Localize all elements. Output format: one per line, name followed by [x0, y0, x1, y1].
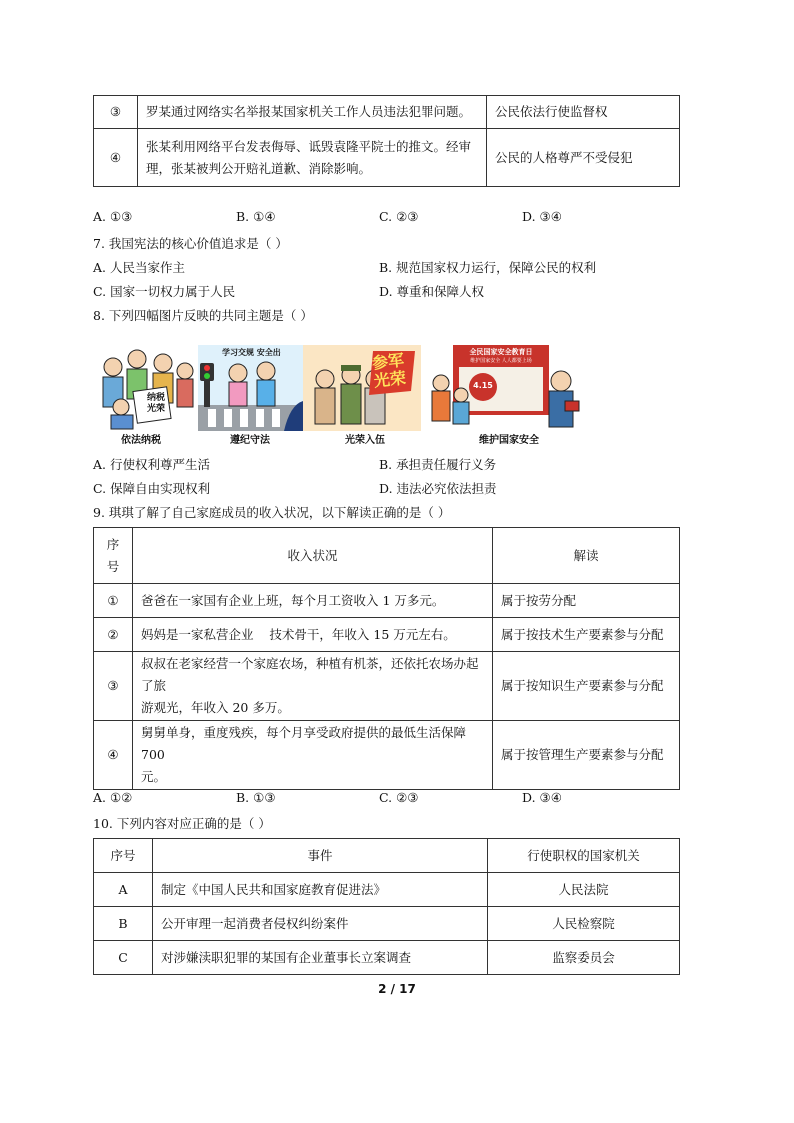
event-line: 张某利用网络平台发表侮辱、诋毁袁隆平院士的推文。经审 [146, 138, 472, 154]
option-a[interactable]: A. 行使权利尊严生活 [93, 457, 210, 472]
picture-traffic [198, 345, 303, 445]
option-a[interactable]: A. ①② [93, 790, 133, 805]
option-a[interactable]: A. ①③ [93, 209, 133, 224]
option-b[interactable]: B. 规范国家权力运行，保障公民的权利 [379, 260, 597, 275]
table-row-interp: 属于按劳分配 [493, 584, 680, 618]
option-d[interactable]: D. ③④ [522, 209, 562, 224]
table-row-organ: 人民法院 [488, 873, 680, 907]
table-row-num: ③ [94, 652, 133, 721]
header-num: 序号 [94, 839, 153, 873]
table-row-num: B [94, 907, 153, 941]
option-b[interactable]: B. ①④ [236, 209, 276, 224]
table-row-organ: 监察委员会 [488, 941, 680, 975]
enlist-sign [371, 351, 407, 390]
q8-stem: 8. 下列四幅图片反映的共同主题是（ ） [93, 308, 313, 323]
enlist-sign-line2: 光荣 [372, 368, 407, 391]
picture-caption: 维护国家安全 [479, 435, 539, 446]
security-board-title: 全民国家安全教育日 [469, 348, 533, 356]
option-c[interactable]: C. 保障自由实现权利 [93, 481, 211, 496]
security-board-sub: 维护国家安全 人人都要上场 [470, 358, 532, 364]
option-b[interactable]: B. 承担责任履行义务 [379, 457, 497, 472]
table-row-interp: 属于按管理生产要素参与分配 [493, 721, 680, 790]
tax-sign: 纳税 光荣 [146, 393, 165, 414]
option-c[interactable]: C. ②③ [379, 209, 419, 224]
q7-stem: 7. 我国宪法的核心价值追求是（ ） [93, 236, 288, 251]
table-row-income: 爸爸在一家国有企业上班，每个月工资收入 1 万多元。 [133, 584, 493, 618]
picture-caption: 遵纪守法 [230, 435, 270, 446]
picture-caption: 依法纳税 [121, 435, 161, 446]
header-num-line1: 序 [106, 536, 120, 552]
table-row-interp: 属于按知识生产要素参与分配 [493, 652, 680, 721]
table-row-num: ④ [94, 721, 133, 790]
picture-tax [93, 345, 198, 445]
income-line: 舅舅单身，重度残疾，每个月享受政府提供的最低生活保障 700 [141, 725, 467, 762]
table-row-interp: 属于按技术生产要素参与分配 [493, 618, 680, 652]
event-line: 理，张某被判公开赔礼道歉、消除影响。 [146, 160, 372, 176]
picture-enlist [303, 345, 421, 445]
q10-stem: 10. 下列内容对应正确的是（ ） [93, 816, 271, 831]
q9-stem: 9. 琪琪了解了自己家庭成员的收入状况，以下解读正确的是（ ） [93, 505, 451, 520]
page-number: 2 / 17 [378, 982, 416, 996]
traffic-banner: 学习交规 安全出 [222, 348, 281, 357]
q6-table [93, 95, 680, 187]
enlist-sign-line1: 参军 [371, 350, 405, 373]
table-row-num: ④ [94, 129, 138, 187]
income-line: 游观光，年收入 20 多万。 [141, 700, 290, 715]
table-row-event: 罗某通过网络实名举报某国家机关工作人员违法犯罪问题。 [138, 96, 487, 129]
header-organ: 行使职权的国家机关 [488, 839, 680, 873]
option-b[interactable]: B. ①③ [236, 790, 276, 805]
income-line: 元。 [141, 769, 167, 784]
picture-caption: 光荣入伍 [345, 435, 385, 446]
table-row-event: 公开审理一起消费者侵权纠纷案件 [153, 907, 488, 941]
option-d[interactable]: D. ③④ [522, 790, 562, 805]
table-row-num: A [94, 873, 153, 907]
header-event: 事件 [153, 839, 488, 873]
header-num [94, 528, 133, 584]
table-row-num: ① [94, 584, 133, 618]
table-row-event: 制定《中国人民共和国家庭教育促进法》 [153, 873, 488, 907]
option-c[interactable]: C. 国家一切权力属于人民 [93, 284, 236, 299]
header-income: 收入状况 [133, 528, 493, 584]
table-row-event [138, 129, 487, 187]
table-row-income [133, 721, 493, 790]
header-interp: 解读 [493, 528, 680, 584]
picture-security [425, 345, 585, 445]
table-row-num: ③ [94, 96, 138, 129]
header-num-line2: 号 [106, 558, 120, 574]
security-date: 4.15 [473, 381, 493, 390]
table-row-income [133, 652, 493, 721]
option-d[interactable]: D. 尊重和保障人权 [379, 284, 485, 299]
table-row-interp: 公民的人格尊严不受侵犯 [487, 129, 680, 187]
table-row-income: 妈妈是一家私营企业 技术骨干，年收入 15 万元左右。 [133, 618, 493, 652]
option-c[interactable]: C. ②③ [379, 790, 419, 805]
table-row-event: 对涉嫌渎职犯罪的某国有企业董事长立案调查 [153, 941, 488, 975]
table-row-organ: 人民检察院 [488, 907, 680, 941]
table-row-num: ② [94, 618, 133, 652]
table-row-interp: 公民依法行使监督权 [487, 96, 680, 129]
option-d[interactable]: D. 违法必究依法担责 [379, 481, 497, 496]
q9-table [93, 527, 680, 790]
table-row-num: C [94, 941, 153, 975]
tax-illustration [93, 345, 198, 431]
income-line: 叔叔在老家经营一个家庭农场，种植有机茶，还依托农场办起了旅 [141, 656, 479, 693]
option-a[interactable]: A. 人民当家作主 [93, 260, 185, 275]
q10-table [93, 838, 680, 975]
